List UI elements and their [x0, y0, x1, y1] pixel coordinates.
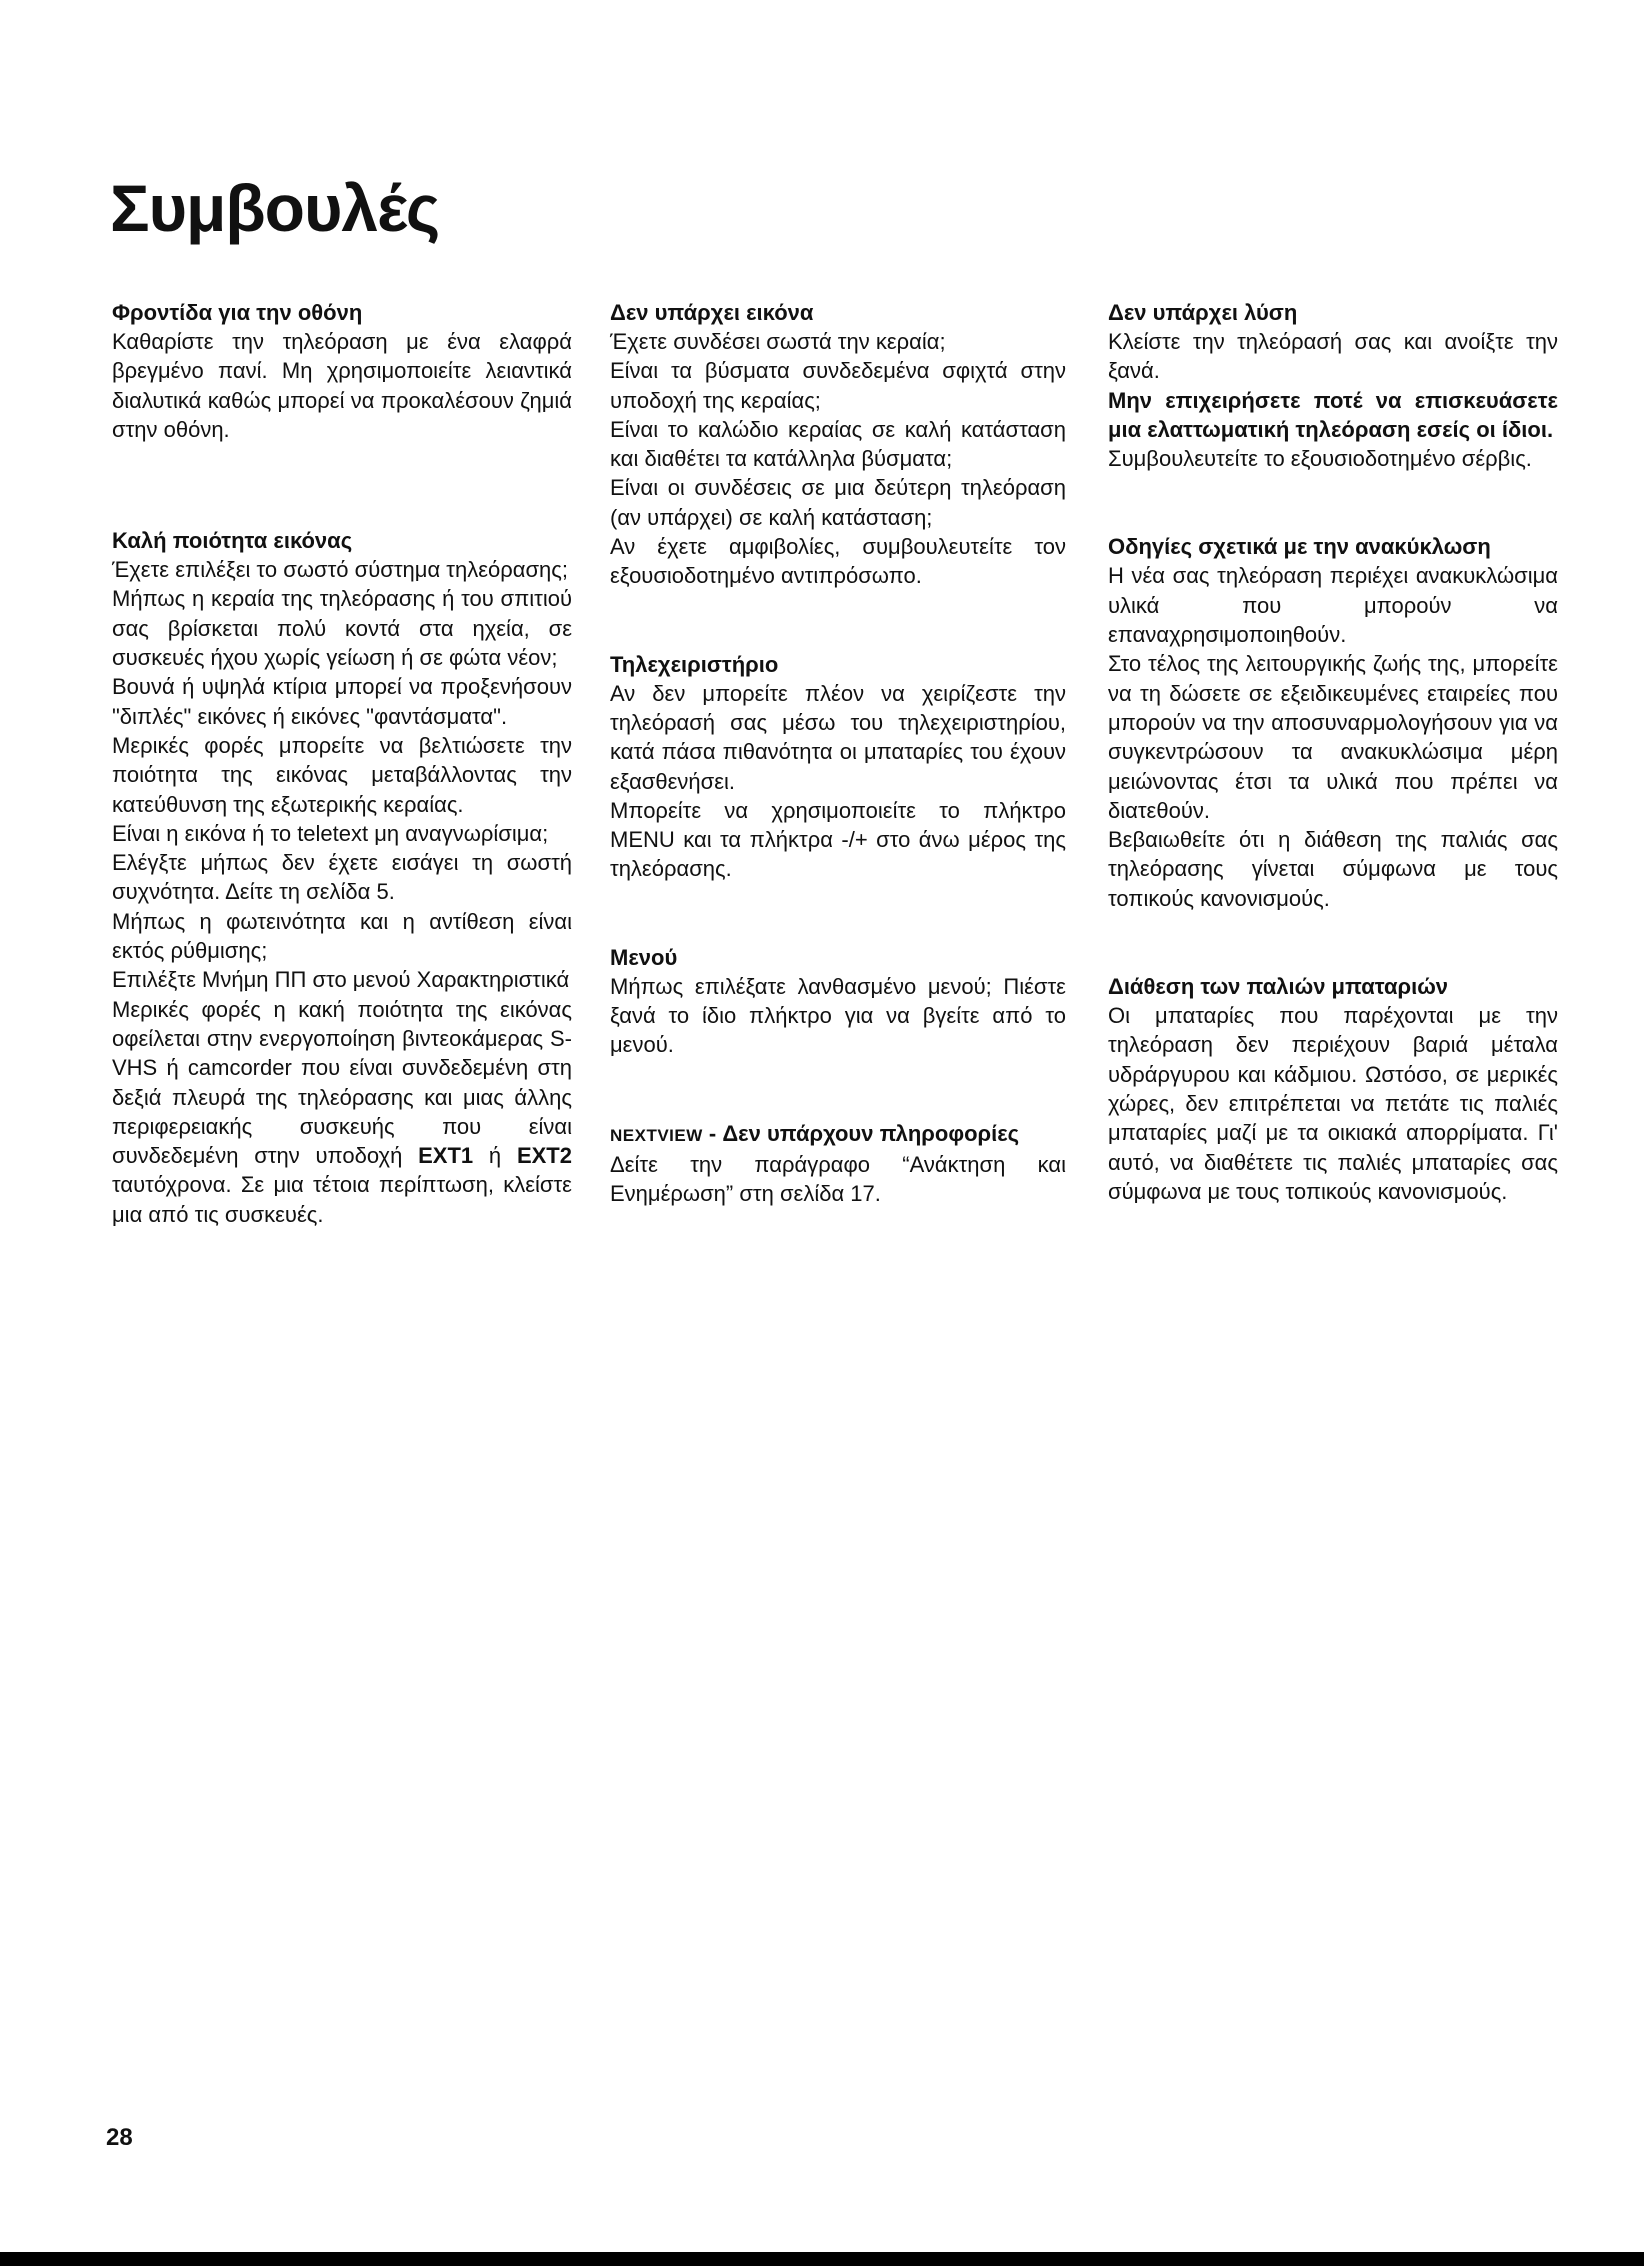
paragraph: Αν έχετε αμφιβολίες, συμβουλευτείτε τον εξουσιοδοτημένο αντιπρόσωπο. [610, 534, 1066, 589]
section-no-solution [1108, 298, 1558, 473]
paragraph: Έχετε συνδέσει σωστά την κεραία; [610, 329, 946, 354]
section-heading: Δεν υπάρχει λύση [1108, 300, 1298, 325]
paragraph: Ελέγξτε μήπως δεν έχετε εισάγει τη σωστή συχνότητα. Δείτε τη σελίδα 5. [112, 850, 572, 905]
paragraph: Έχετε επιλέξει το σωστό σύστημα τηλεόρασης; [112, 557, 569, 583]
section-battery-disposal [1108, 972, 1558, 1206]
section-heading: Τηλεχειριστήριο [610, 651, 779, 677]
paragraph: Αν δεν μπορείτε πλέον να χειρίζεστε την τηλεόρασή σας μέσω του τηλεχειριστηρίου, κατά πάσα πιθανότητα οι μπαταρίες του έχουν εξασθενήσει. [610, 680, 1066, 794]
text: Μερικές φορές η κακή ποιότητα της εικόνας οφείλεται στην ενεργοποίηση βιντεοκάμερας S-VHS ή camcorder που είναι συνδεδεμένη στη δεξιά πλευρά της τηλεόρασης και μιας άλλης περιφερειακής συσκευής που είναι συνδεδεμένη στην υποδοχή [112, 996, 572, 1169]
ext1-label: EXT1 [418, 1143, 474, 1169]
paragraph: Είναι οι συνδέσεις σε μια δεύτερη τηλεόραση (αν υπάρχει) σε καλή κατάσταση; [610, 475, 1066, 530]
paragraph: Βουνά ή υψηλά κτίρια μπορεί να προξενήσουν "διπλές" εικόνες ή εικόνες "φαντάσματα". [112, 674, 572, 729]
column-right [1108, 298, 1558, 1265]
paragraph: Δείτε την παράγραφο “Ανάκτηση και Ενημέρωση” στη σελίδα 17. [610, 1151, 1066, 1206]
section-no-picture [610, 298, 1066, 591]
section-heading: Μενού [610, 944, 678, 970]
section-recycling [1108, 532, 1558, 913]
section-picture-quality [112, 526, 572, 1229]
paragraph: Μήπως επιλέξατε λανθασμένο μενού; Πιέστε ξανά το ίδιο πλήκτρο για να βγείτε από το μενού. [610, 973, 1066, 1058]
section-heading: Φροντίδα για την οθόνη [112, 300, 363, 325]
paragraph: Είναι το καλώδιο κεραίας σε καλή κατάσταση και διαθέτει τα κατάλληλα βύσματα; [610, 416, 1066, 472]
page-number: 28 [106, 2124, 133, 2151]
paragraph: Η νέα σας τηλεόραση περιέχει ανακυκλώσιμα υλικά που μπορούν να επαναχρησιμοποιηθούν. [1108, 563, 1558, 648]
column-middle [610, 298, 1066, 1267]
paragraph: Είναι τα βύσματα συνδεδεμένα σφιχτά στην υποδοχή της κεραίας; [610, 358, 1066, 413]
paragraph: Οι μπαταρίες που παρέχονται με την τηλεόραση δεν περιέχουν βαριά μέταλα υδράργυρου και κάδμιου. Ωστόσο, σε μερικές χώρες, δεν επιτρέπεται να πετάτε τις παλιές μπαταρίες μαζί με τα οικιακά απορρίματα. Γι' αυτό, να διαθέτετε τις παλιές μπαταρίες σας σύμφωνα με τους τοπικούς κανονισμούς. [1108, 1003, 1558, 1204]
section-nextview [610, 1119, 1066, 1209]
paragraph: Συμβουλευτείτε το εξουσιοδοτημένο σέρβις. [1108, 446, 1532, 472]
nextview-label: NEXTVIEW [610, 1125, 703, 1145]
paragraph: Μπορείτε να χρησιμοποιείτε το πλήκτρο MENU και τα πλήκτρα -/+ στο άνω μέρος της τηλεόρασης. [610, 797, 1066, 882]
section-remote-control [610, 650, 1066, 884]
paragraph: Κλείστε την τηλεόρασή σας και ανοίξτε την ξανά. [1108, 329, 1558, 384]
paragraph: Στο τέλος της λειτουργικής ζωής της, μπορείτε να τη δώσετε σε εξειδικευμένες εταιρείες που μπορούν να την αποσυναρμολογήσουν για να συγκεντρώσουν τα ανακυκλώσιμα μέρη μειώνοντας έτσι τα υλικά που πρέπει να διατεθούν. [1108, 651, 1558, 823]
paragraph: Καθαρίστε την τηλεόραση με ένα ελαφρά βρεγμένο πανί. Μη χρησιμοποιείτε λειαντικά διαλυτικά καθώς μπορεί να προκαλέσουν ζημιά στην οθόνη. [112, 329, 572, 442]
text: ταυτόχρονα. Σε μια τέτοια περίπτωση, κλείστε μια από τις συσκευές. [112, 1172, 572, 1227]
page-title: Συμβουλές [110, 171, 440, 245]
column-left [112, 298, 572, 1288]
paragraph: Μήπως η φωτεινότητα και η αντίθεση είναι εκτός ρύθμισης; [112, 908, 572, 964]
section-heading [610, 1119, 1066, 1150]
paragraph: Μερικές φορές μπορείτε να βελτιώσετε την ποιότητα της εικόνας μεταβάλλοντας την κατεύθυνση της εξωτερικής κεραίας. [112, 732, 572, 817]
warning-paragraph: Μην επιχειρήσετε ποτέ να επισκευάσετε μια ελαττωματική τηλεόραση εσείς οι ίδιοι. [1108, 387, 1558, 442]
section-screen-care [112, 298, 572, 444]
section-heading: Οδηγίες σχετικά με την ανακύκλωση [1108, 534, 1491, 560]
paragraph: Βεβαιωθείτε ότι η διάθεση της παλιάς σας τηλεόρασης γίνεται σύμφωνα με τους τοπικούς κανονισμούς. [1108, 827, 1558, 911]
text: ή [488, 1143, 502, 1169]
ext2-label: EXT2 [516, 1143, 572, 1169]
section-heading: Καλή ποιότητα εικόνας [112, 528, 353, 554]
section-heading: Δεν υπάρχει εικόνα [610, 300, 814, 325]
paragraph-ext [112, 995, 572, 1229]
paragraph: Επιλέξτε Μνήμη ΠΠ στο μενού Χαρακτηριστικά [112, 967, 570, 993]
bottom-bar [0, 2252, 1644, 2266]
paragraph: Μήπως η κεραία της τηλεόρασης ή του σπιτιού σας βρίσκεται πολύ κοντά στα ηχεία, σε συσκευές ήχου χωρίς γείωση ή σε φώτα νέον; [112, 586, 572, 671]
section-heading: Διάθεση των παλιών μπαταριών [1108, 974, 1449, 1000]
paragraph: Είναι η εικόνα ή το teletext μη αναγνωρίσιμα; [112, 820, 549, 846]
section-menu [610, 943, 1066, 1060]
heading-text: - Δεν υπάρχουν πληροφορίες [702, 1120, 1020, 1146]
